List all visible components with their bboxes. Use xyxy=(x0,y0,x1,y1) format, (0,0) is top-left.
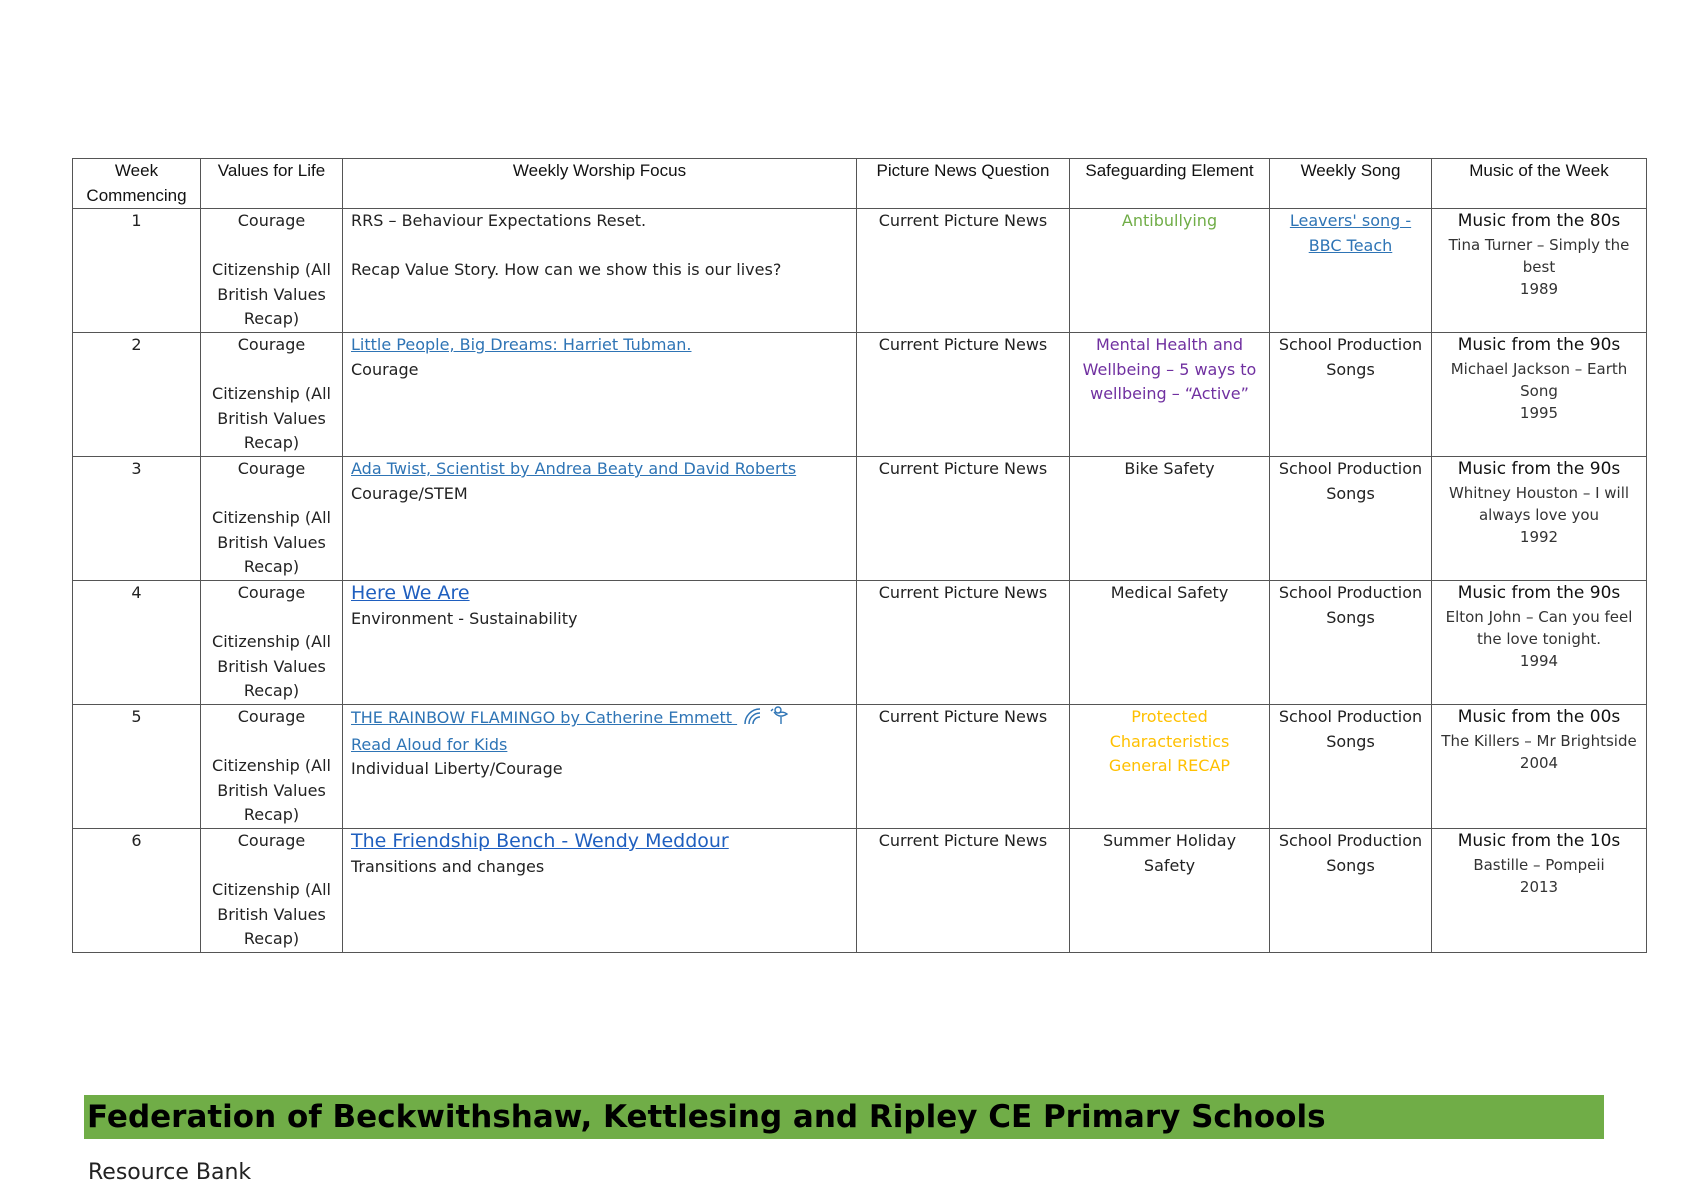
read-aloud-link[interactable]: Read Aloud for Kids xyxy=(351,734,508,754)
picture-news-cell: Current Picture News xyxy=(857,333,1070,457)
header-picture-news-question: Picture News Question xyxy=(857,159,1070,209)
safeguarding-cell: Summer Holiday Safety xyxy=(1070,829,1270,953)
header-values-for-life: Values for Life xyxy=(201,159,343,209)
safeguarding-cell: Medical Safety xyxy=(1070,581,1270,705)
week-number: 6 xyxy=(73,829,201,953)
picture-news-cell: Current Picture News xyxy=(857,457,1070,581)
value-citizenship: Citizenship (All British Values Recap) xyxy=(212,756,331,824)
header-weekly-worship-focus: Weekly Worship Focus xyxy=(343,159,857,209)
music-title: Music from the 90s xyxy=(1457,335,1621,355)
table-row xyxy=(73,457,1647,581)
picture-news-cell: Current Picture News xyxy=(857,581,1070,705)
week-number: 5 xyxy=(73,705,201,829)
table-row xyxy=(73,209,1647,333)
weekly-song-cell: School Production Songs xyxy=(1270,829,1432,953)
worship-text: Individual Liberty/Courage xyxy=(351,759,563,778)
music-of-week-cell xyxy=(1432,333,1647,457)
worship-text: Courage/STEM xyxy=(351,483,468,503)
music-year: 1989 xyxy=(1519,279,1559,298)
worship-text: Transitions and changes xyxy=(351,856,545,876)
rainbow-icon xyxy=(743,707,765,725)
leavers-song-link[interactable]: Leavers' song - BBC Teach xyxy=(1289,211,1412,255)
worship-text: Environment - Sustainability xyxy=(351,608,578,628)
safeguarding-cell: Mental Health and Wellbeing – 5 ways to wellbeing – “Active” xyxy=(1070,333,1270,457)
header-weekly-song: Weekly Song xyxy=(1270,159,1432,209)
picture-news-cell: Current Picture News xyxy=(857,209,1070,333)
music-of-week-cell xyxy=(1432,457,1647,581)
value-citizenship: Citizenship (All British Values Recap) xyxy=(212,384,331,452)
rainbow-flamingo-link[interactable] xyxy=(351,708,792,727)
week-number: 3 xyxy=(73,457,201,581)
worship-text: Courage xyxy=(351,359,419,379)
value-citizenship: Citizenship (All British Values Recap) xyxy=(212,260,331,328)
week-number: 1 xyxy=(73,209,201,333)
music-detail: Michael Jackson – Earth Song xyxy=(1450,359,1628,400)
music-detail: The Killers – Mr Brightside xyxy=(1441,731,1637,750)
worship-text: RRS – Behaviour Expectations Reset. xyxy=(351,211,647,230)
music-of-week-cell xyxy=(1432,209,1647,333)
music-year: 1992 xyxy=(1519,527,1559,546)
music-year: 2013 xyxy=(1519,877,1559,896)
music-title: Music from the 10s xyxy=(1457,831,1621,851)
value-courage: Courage xyxy=(237,459,306,478)
week-number: 4 xyxy=(73,581,201,705)
rainbow-flamingo-title: THE RAINBOW FLAMINGO by Catherine Emmett xyxy=(351,708,733,728)
worship-text: Recap Value Story. How can we show this is our lives? xyxy=(351,260,782,279)
worship-schedule-table xyxy=(72,158,1647,953)
values-cell xyxy=(201,209,343,333)
picture-news-cell: Current Picture News xyxy=(857,705,1070,829)
music-title: Music from the 80s xyxy=(1457,211,1621,231)
harriet-tubman-link[interactable]: Little People, Big Dreams: Harriet Tubman. xyxy=(351,335,692,354)
music-title: Music from the 90s xyxy=(1457,459,1621,479)
header-week-commencing: Week Commencing xyxy=(73,159,201,209)
worship-focus-cell xyxy=(343,829,857,953)
weekly-song-cell: School Production Songs xyxy=(1270,705,1432,829)
safeguarding-cell: Bike Safety xyxy=(1070,457,1270,581)
music-detail: Whitney Houston – I will always love you xyxy=(1448,483,1630,524)
table-row xyxy=(73,581,1647,705)
rainbow-flamingo-icons xyxy=(743,705,792,733)
weekly-song-cell: School Production Songs xyxy=(1270,457,1432,581)
value-courage: Courage xyxy=(237,211,306,230)
music-title: Music from the 00s xyxy=(1457,707,1621,727)
value-citizenship: Citizenship (All British Values Recap) xyxy=(212,508,331,576)
music-year: 1995 xyxy=(1519,403,1559,422)
value-courage: Courage xyxy=(237,583,306,602)
table-row xyxy=(73,333,1647,457)
value-courage: Courage xyxy=(237,335,306,354)
worship-focus-cell xyxy=(343,581,857,705)
worship-focus-cell xyxy=(343,333,857,457)
value-courage: Courage xyxy=(237,707,306,726)
federation-title: Federation of Beckwithshaw, Kettlesing and Ripley CE Primary Schools xyxy=(87,1099,1326,1135)
value-citizenship: Citizenship (All British Values Recap) xyxy=(212,632,331,700)
weekly-song-cell xyxy=(1270,209,1432,333)
music-detail: Tina Turner – Simply the best xyxy=(1448,235,1630,276)
resource-bank-label: Resource Bank xyxy=(88,1160,252,1185)
safeguarding-cell: Protected Characteristics General RECAP xyxy=(1070,705,1270,829)
footer-banner xyxy=(84,1095,1604,1139)
safeguarding-cell: Antibullying xyxy=(1070,209,1270,333)
worship-focus-cell xyxy=(343,457,857,581)
table-row xyxy=(73,705,1647,829)
music-detail: Bastille – Pompeii xyxy=(1473,855,1605,874)
ada-twist-link[interactable]: Ada Twist, Scientist by Andrea Beaty and David Roberts xyxy=(351,459,797,478)
values-cell xyxy=(201,333,343,457)
header-row xyxy=(73,159,1647,209)
values-cell xyxy=(201,581,343,705)
music-detail: Elton John – Can you feel the love tonight. xyxy=(1445,607,1633,648)
weekly-song-cell: School Production Songs xyxy=(1270,581,1432,705)
music-of-week-cell xyxy=(1432,829,1647,953)
music-of-week-cell xyxy=(1432,705,1647,829)
values-cell xyxy=(201,457,343,581)
values-cell xyxy=(201,705,343,829)
worship-focus-cell xyxy=(343,209,857,333)
worship-focus-cell xyxy=(343,705,857,829)
value-citizenship: Citizenship (All British Values Recap) xyxy=(212,880,331,948)
week-number: 2 xyxy=(73,333,201,457)
value-courage: Courage xyxy=(237,831,306,850)
table-row xyxy=(73,829,1647,953)
music-title: Music from the 90s xyxy=(1457,583,1621,603)
friendship-bench-link[interactable]: The Friendship Bench - Wendy Meddour xyxy=(351,830,729,852)
music-of-week-cell xyxy=(1432,581,1647,705)
here-we-are-link[interactable]: Here We Are xyxy=(351,582,470,604)
values-cell xyxy=(201,829,343,953)
music-year: 1994 xyxy=(1519,651,1559,670)
header-safeguarding-element: Safeguarding Element xyxy=(1070,159,1270,209)
flamingo-icon xyxy=(770,705,792,725)
weekly-song-cell: School Production Songs xyxy=(1270,333,1432,457)
music-year: 2004 xyxy=(1519,753,1559,772)
picture-news-cell: Current Picture News xyxy=(857,829,1070,953)
header-music-of-the-week: Music of the Week xyxy=(1432,159,1647,209)
